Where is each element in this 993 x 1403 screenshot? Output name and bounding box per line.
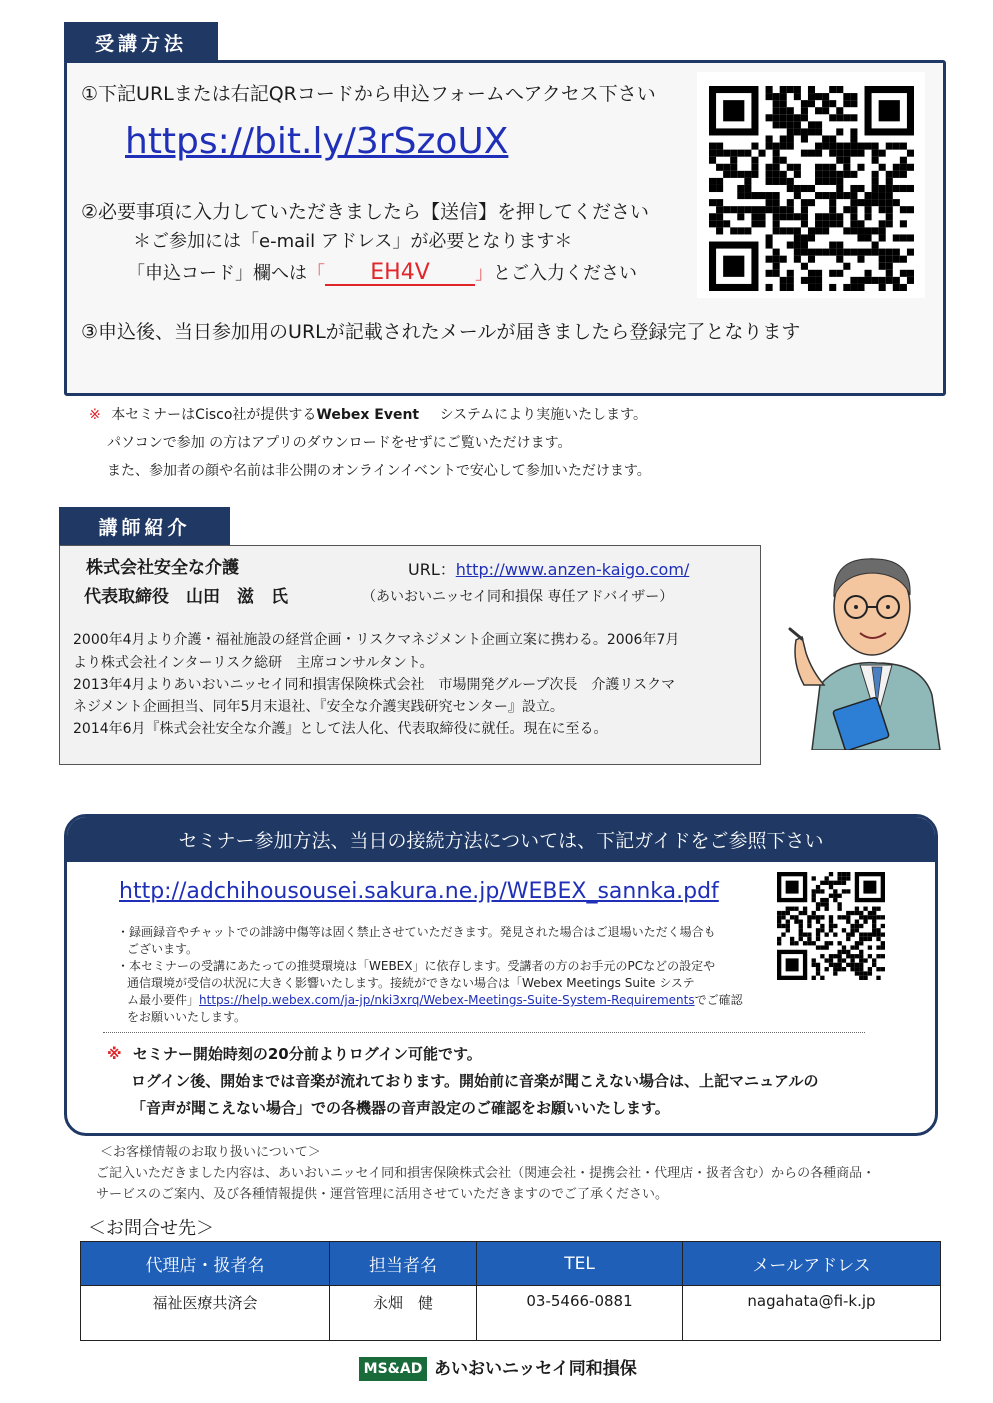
- column-header: メールアドレス: [683, 1242, 941, 1286]
- signup-qr-panel: [697, 72, 925, 298]
- bio-line: 2013年4月よりあいおいニッセイ同和損害保険株式会社 市場開発グループ次長 介護リスクマ: [73, 677, 676, 693]
- bio-line: 2014年6月『株式会社安全な介護』として法人化、代表取締役に就任。現在に至る。: [73, 721, 608, 737]
- contact-table: [80, 1241, 941, 1341]
- signup-qr-code[interactable]: [709, 86, 914, 291]
- guide-bullet-1b: ございます。: [127, 942, 199, 956]
- guide-bullet-2d: をお願いいたします。: [127, 1010, 247, 1024]
- webex-requirements-link[interactable]: https://help.webex.com/ja-jp/nki3xrq/Webex-Meetings-Suite-System-Requirements: [199, 993, 695, 1007]
- guide-qr-code[interactable]: [776, 872, 886, 980]
- staff-name: 永畑 健: [330, 1286, 477, 1341]
- privacy-line-1: ご記入いただきました内容は、あいおいニッセイ同和損害保険株式会社（関連会社・提携会社・代理店・扱者含む）からの各種商品・: [96, 1166, 876, 1181]
- application-code-value: EH4V: [325, 262, 475, 286]
- login-notice-1: ※ セミナー開始時刻の20分前よりログイン可能です。: [107, 1045, 482, 1063]
- bio-line: ネジメント企画担当、同年5月末退社、『安全な介護実践研究センター』設立。: [73, 699, 564, 715]
- login-notice-3: 「音声が聞こえない場合」での各機器の音声設定のご確認をお願いいたします。: [131, 1099, 670, 1117]
- note-line-3: また、参加者の顔や名前は非公開のオンラインイベントで安心して参加いただけます。: [107, 463, 651, 479]
- guide-header: セミナー参加方法、当日の接続方法については、下記ガイドをご参照下さい: [67, 817, 935, 862]
- footer-company-name: あいおいニッセイ同和損保: [434, 1359, 637, 1379]
- signup-url-link[interactable]: https://bit.ly/3rSzoUX: [125, 121, 509, 162]
- tel-number: 03-5466-0881: [477, 1286, 683, 1341]
- contact-title: ＜お問合せ先＞: [88, 1218, 214, 1239]
- column-header: 代理店・扱者名: [81, 1242, 330, 1286]
- msad-logo: MS&AD: [359, 1357, 427, 1381]
- bio-line: 2000年4月より介護・福祉施設の経営企画・リスクマネジメント企画立案に携わる。2006年7月: [73, 632, 680, 648]
- email-required-note: ＊ご参加には「e-mail アドレス」が必要となります＊: [133, 231, 573, 252]
- step1-text: ①下記URLまたは右記QRコードから申込フォームへアクセス下さい: [81, 83, 656, 105]
- instructor-url-link[interactable]: http://www.anzen-kaigo.com/: [455, 560, 690, 579]
- section-tab-instructor: 講師紹介: [59, 507, 230, 546]
- table-row: [81, 1286, 941, 1341]
- privacy-line-2: サービスのご案内、及び各種情報提供・運営管理に活用させていただきますのでご了承ください。: [96, 1187, 669, 1202]
- step3-text: ③申込後、当日参加用のURLが記載されたメールが届きましたら登録完了となります: [81, 321, 801, 343]
- column-header: 担当者名: [330, 1242, 477, 1286]
- login-notice-2: ログイン後、開始までは音楽が流れております。開始前に音楽が聞こえない場合は、上記マニュアルの: [131, 1072, 819, 1090]
- guide-bullet-2a: ・本セミナーの受講にあたっての推奨環境は「WEBEX」に依存します。受講者の方のお手元のPCなどの設定や: [117, 959, 716, 973]
- guide-divider: [103, 1032, 865, 1033]
- instructor-name: 代表取締役 山田 滋 氏: [84, 587, 288, 607]
- guide-pdf-link[interactable]: http://adchihousousei.sakura.ne.jp/WEBEX_sannka.pdf: [119, 879, 719, 904]
- instructor-illustration: [782, 545, 957, 750]
- instructor-url: URL：http://www.anzen-kaigo.com/: [408, 560, 690, 579]
- guide-bullet-2b: 通信環境が受信の状況に大きく影響いたします。接続ができない場合は「Webex Meetings Suite システ: [127, 976, 695, 990]
- instructor-affiliation: （あいおいニッセイ同和損保 専任アドバイザー）: [362, 589, 674, 605]
- instructor-company: 株式会社安全な介護: [86, 558, 239, 578]
- section-tab-course: 受講方法: [64, 22, 218, 62]
- code-instruction: 「申込コード」欄へは「 EH4V 」とご入力ください: [127, 260, 637, 285]
- note-line-2: パソコンで参加 の方はアプリのダウンロードをせずにご覧いただけます。: [107, 435, 572, 451]
- guide-bullet-2c: ム最小要件」https://help.webex.com/ja-jp/nki3xrq/Webex-Meetings-Suite-System-Requirementsでご確認: [127, 993, 743, 1007]
- note-line-1: ※ 本セミナーはCisco社が提供するWebex Event システムにより実施いたします。: [89, 407, 648, 423]
- privacy-title: ＜お客様情報のお取り扱いについて＞: [100, 1145, 321, 1160]
- agency-name: 福祉医療共済会: [81, 1286, 330, 1341]
- table-header-row: [81, 1242, 941, 1286]
- step2-text: ②必要事項に入力していただきましたら【送信】を押してください: [81, 201, 650, 223]
- column-header: TEL: [477, 1242, 683, 1286]
- email-address: nagahata@fi-k.jp: [683, 1286, 941, 1341]
- bio-line: より株式会社インターリスク総研 主席コンサルタント。: [73, 655, 434, 671]
- guide-bullet-1a: ・録画録音やチャットでの誹謗中傷等は固く禁止させていただきます。発見された場合はご退場いただく場合も: [117, 925, 716, 939]
